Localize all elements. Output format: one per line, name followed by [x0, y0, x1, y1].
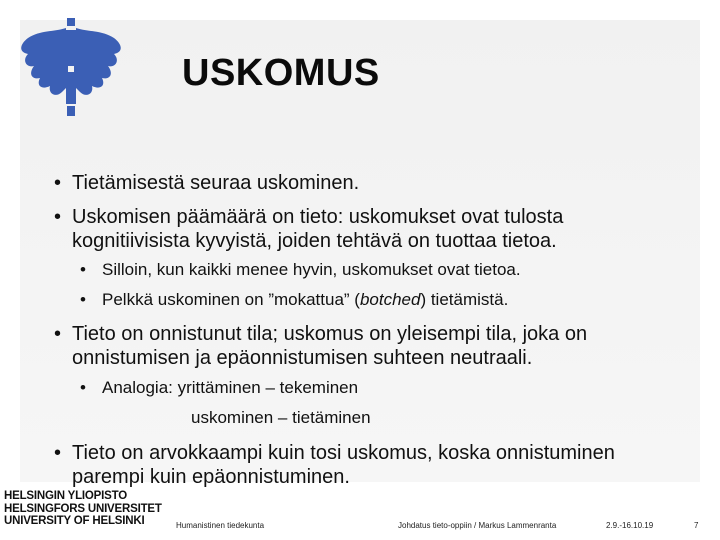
slide-title: USKOMUS [182, 52, 380, 94]
bullet-dot: • [54, 442, 62, 464]
bullet-dot: • [54, 323, 62, 345]
bullet-dot: • [80, 378, 86, 397]
bullet-dot: • [80, 290, 86, 309]
bullet-text: Analogia: yrittäminen – tekeminen [102, 378, 359, 397]
bullet-text-continuation: kognitiivisista kyvyistä, joiden tehtävä on tuottaa tietoa. [72, 230, 557, 252]
bullet-text-italic: botched [359, 290, 421, 309]
bullet-item [54, 205, 564, 253]
sub-bullet-item [80, 259, 521, 281]
sub-bullet-item [80, 289, 509, 311]
bullet-text: Tieto on onnistunut tila; uskomus on yleisempi tila, joka on [72, 323, 588, 345]
bullet-text-continuation: onnistumisen ja epäonnistumisen suhteen neutraali. [72, 347, 533, 369]
bullet-text: Uskomisen päämäärä on tieto: uskomukset ovat tulosta [72, 206, 564, 228]
bullet-text-before: Pelkkä uskominen on ”mokattua” ( [102, 290, 360, 309]
bullet-item [54, 171, 360, 195]
bullet-text-continuation: parempi kuin epäonnistuminen. [72, 466, 350, 488]
university-logo-icon [14, 18, 130, 122]
footer-faculty: Humanistinen tiedekunta [176, 521, 265, 530]
bullet-text-continuation: uskominen – tietäminen [191, 408, 371, 427]
bullet-dot: • [80, 260, 86, 279]
sub-bullet-item [80, 377, 371, 429]
university-name-fi: HELSINGIN YLIOPISTO [4, 490, 127, 502]
bullet-dot: • [54, 172, 62, 194]
footer-dates: 2.9.-16.10.19 [606, 521, 654, 530]
bullet-text: Silloin, kun kaikki menee hyvin, uskomukset ovat tietoa. [102, 260, 521, 279]
bullet-item [54, 322, 588, 370]
bullet-text: Tieto on arvokkaampi kuin tosi uskomus, koska onnistuminen [72, 442, 615, 464]
bullet-text-after: ) tietämistä. [420, 290, 509, 309]
university-name-sv: HELSINGFORS UNIVERSITET [4, 502, 162, 515]
footer-page-number: 7 [694, 521, 699, 530]
bullet-dot: • [54, 206, 62, 228]
university-name-en: UNIVERSITY OF HELSINKI [4, 515, 145, 527]
bullet-text: Tietämisestä seuraa uskominen. [72, 172, 360, 194]
footer-course: Johdatus tieto-oppiin / Markus Lammenranta [398, 521, 557, 530]
university-wordmark [4, 490, 162, 528]
bullet-item [54, 441, 615, 489]
